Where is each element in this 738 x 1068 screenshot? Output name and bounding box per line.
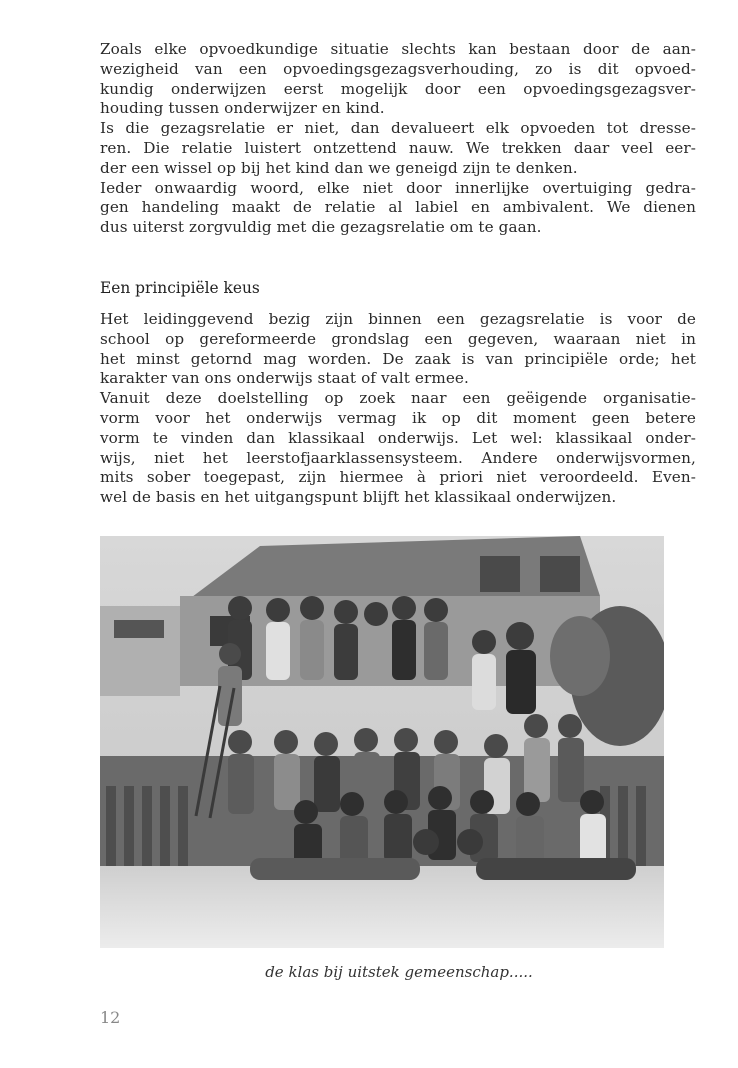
page-number: 12 — [100, 1008, 121, 1027]
class-group-photo — [100, 536, 664, 948]
text-line: gen handeling maakt de relatie al labiel en ambivalent. We dienen — [100, 198, 696, 217]
photo-caption: de klas bij uitstek gemeenschap..... — [265, 963, 533, 981]
text-line: ren. Die relatie luistert ontzettend nauw. We trekken daar veel eer- — [100, 138, 696, 157]
text-line: wezigheid van een opvoedingsgezagsverhouding, zo is dit opvoed- — [100, 59, 696, 78]
text-line: wijs, niet het leerstofjaarklassensysteem. Andere onderwijsvormen, — [100, 448, 696, 467]
text-line: vorm te vinden dan klassikaal onderwijs. Let wel: klassikaal onder- — [100, 428, 696, 447]
photo-illustration — [100, 536, 664, 948]
text-line: Ieder onwaardig woord, elke niet door innerlijke overtuiging gedra- — [100, 178, 696, 197]
text-line: vorm voor het onderwijs vermag ik op dit moment geen betere — [100, 408, 696, 427]
text-line: wel de basis en het uitgangspunt blijft het klassikaal onderwijzen. — [100, 488, 617, 507]
paragraph-principiele-keus — [100, 310, 696, 508]
text-line: het minst getornd mag worden. De zaak is van principiële orde; het — [100, 349, 696, 368]
text-line: Zoals elke opvoedkundige situatie slechts kan bestaan door de aan- — [100, 40, 696, 58]
text-line: kundig onderwijzen eerst mogelijk door een opvoedingsgezagsver- — [100, 79, 696, 98]
text-line: der een wissel op bij het kind dan we geneigd zijn te denken. — [100, 158, 578, 177]
text-line: dus uiterst zorgvuldig met die gezagsrelatie om te gaan. — [100, 218, 542, 237]
text-line: karakter van ons onderwijs staat of valt ermee. — [100, 369, 469, 388]
section-heading: Een principiële keus — [100, 279, 260, 297]
paragraph-gezagsrelatie — [100, 40, 696, 238]
text-line: houding tussen onderwijzer en kind. — [100, 99, 385, 118]
text-line: Het leidinggevend bezig zijn binnen een gezagsrelatie is voor de — [100, 310, 696, 328]
text-line: Vanuit deze doelstelling op zoek naar een geëigende organisatie- — [100, 389, 696, 408]
text-line: mits sober toegepast, zijn hiermee à priori niet veroordeeld. Even- — [100, 468, 696, 487]
text-line: school op gereformeerde grondslag een gegeven, waaraan niet in — [100, 329, 696, 348]
text-line: Is die gezagsrelatie er niet, dan devalueert elk opvoeden tot dresse- — [100, 119, 696, 138]
